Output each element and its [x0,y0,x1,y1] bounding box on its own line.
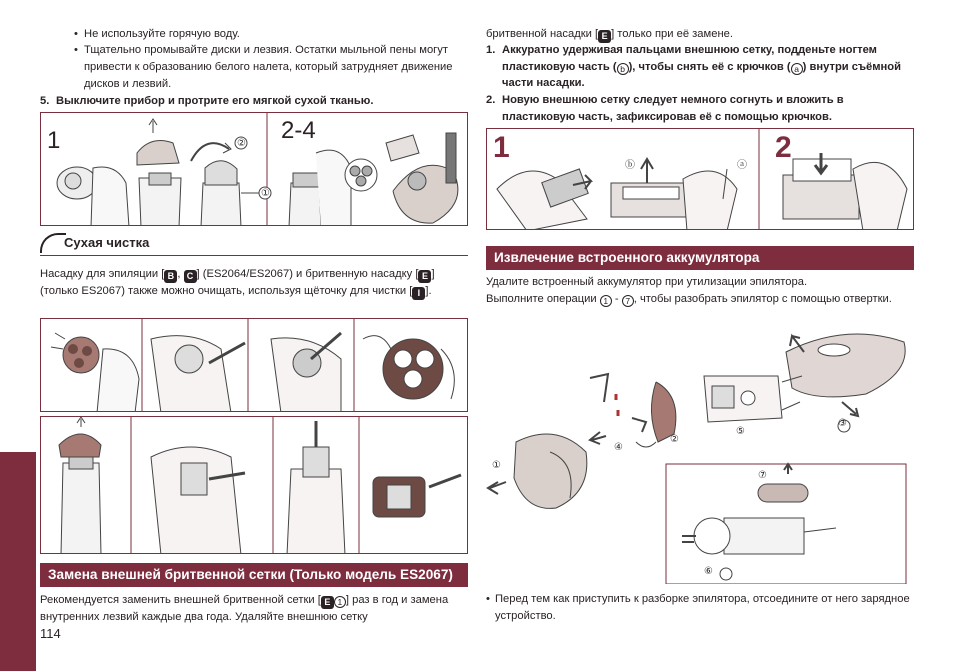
text-line: Удалите встроенный аккумулятор при утилизации эпилятора. [486,276,808,288]
figure-dry-cleaning-epilator [40,318,468,412]
rinse-illustration [41,113,468,226]
note-text: Перед тем как приступить к разборке эпилятора, отсоедините от него зарядное устройство. [495,593,910,622]
dry-cleaning-icon [40,233,66,253]
badge-e: E [598,30,611,43]
foil-replacement-illustration [487,129,914,230]
battery-removal-text [486,274,914,307]
figure-step-2-4: 2-4 [281,117,316,144]
text-fragment: бритвенной насадки [ [486,28,599,40]
battery-removal-banner: Извлечение встроенного аккумулятора [486,246,914,270]
text-fragment: ] раз в год и замена внутренних лезвий каждые два года. Удаляйте внешнюю сетку [40,594,449,623]
dry-cleaning-text: Насадку для эпиляции [ B , C ] (ES2064/ES2067) и бритвенную насадку [ E ] (только ES2067) также можно очищать, используя щёточку для чистки [ I ]. [40,268,435,298]
circle-a: a [791,63,803,75]
text-fragment: , чтобы разобрать эпилятор с помощью отвертки. [633,292,892,305]
callout-3: ③ [838,418,847,429]
page-number: 114 [40,626,61,641]
language-label: Русский [14,506,25,547]
replace-foil-banner: Замена внешней бритвенной сетки (Только модель ES2067) [40,563,468,587]
language-tab [0,452,36,671]
figure-step-1: 1 [47,127,61,154]
text-fragment: Рекомендуется заменить внешней бритвенной сетки [ [40,594,321,606]
step-1 [486,42,906,92]
text-fragment: ]. [425,285,432,297]
callout-2: ② [237,138,246,149]
disassembly-diagram [486,322,914,584]
badge-e: E [418,270,431,283]
callout-7: ⑦ [758,470,767,481]
callout-1: ① [492,460,501,471]
text-fragment: ] (ES2064/ES2067) и бритвенную насадку [ [196,268,419,280]
bullet-no-hot-water [40,26,468,43]
step-text [486,42,906,92]
label-b: ⓑ [625,160,635,171]
text-line [486,291,914,308]
figure-step-2: 2 [775,131,792,164]
text-fragment: Выполните операции [486,292,600,305]
figure-dry-cleaning-shaver [40,416,468,554]
badge-i: I [412,287,425,300]
text-fragment: Аккуратно удерживая пальцами внешнюю сетку, подденьте ногтем пластиковую часть ( [502,44,877,73]
badge-b: B [164,270,177,283]
text-fragment: ] (только ES2067) также можно очищать, используя щёточку для чистки [ [40,268,435,297]
bullet-text: Тщательно промывайте диски и лезвия. Остатки мыльной пены могут привести к образованию белого налета, который затрудняет движение дисков и лезвий. [84,44,453,90]
dry-cleaning-title: Сухая чистка [64,235,150,250]
text-fragment: Насадку для эпиляции [ [40,268,165,280]
text-fragment: ), чтобы снять её с крючков ( [628,60,791,73]
step-number: 1. [486,44,496,56]
step-number: 2. [486,94,496,106]
bullet-dot: • [74,44,78,56]
badge-c: C [184,270,197,283]
continued-text [486,26,914,43]
shaver-cleaning-illustration [41,417,468,554]
step-number: 5. [40,95,50,107]
step-2 [486,92,906,125]
callout-2: ② [670,434,679,445]
replace-foil-text [40,592,470,626]
bullet-dot: • [74,28,78,40]
step-text: Выключите прибор и протрите его мягкой сухой тканью. [56,95,374,107]
bullet-text: Не используйте горячую воду. [84,28,240,40]
figure-foil-replacement [486,128,914,230]
circle-1: 1 [334,596,346,608]
figure-rinse-steps [40,112,468,226]
figure-step-1: 1 [493,131,510,164]
callout-4: ④ [614,442,623,453]
callout-1: ① [261,188,270,199]
bullet-rinse [40,42,460,92]
divider [40,255,468,256]
text-fragment: ) внутри съёмной части насадки. [502,60,901,90]
circle-7: 7 [622,295,634,307]
disassembly-illustration [486,322,914,584]
text-fragment: ] только при её замене. [611,28,733,40]
callout-6: ⑥ [704,566,713,577]
circle-1: 1 [600,295,612,307]
note-bullet [486,591,914,624]
badge-e: E [321,596,334,609]
step-text: Новую внешнюю сетку следует немного согнуть и вложить в пластиковую часть, зафиксировав её с помощью крючков. [502,94,844,123]
circle-b: b [617,63,629,75]
text-fragment: - [611,292,622,305]
dry-cleaning-illustration [41,319,468,412]
label-a: ⓐ [737,160,747,171]
bullet-dot: • [486,593,490,605]
step-5 [40,93,468,110]
callout-5: ⑤ [736,426,745,437]
